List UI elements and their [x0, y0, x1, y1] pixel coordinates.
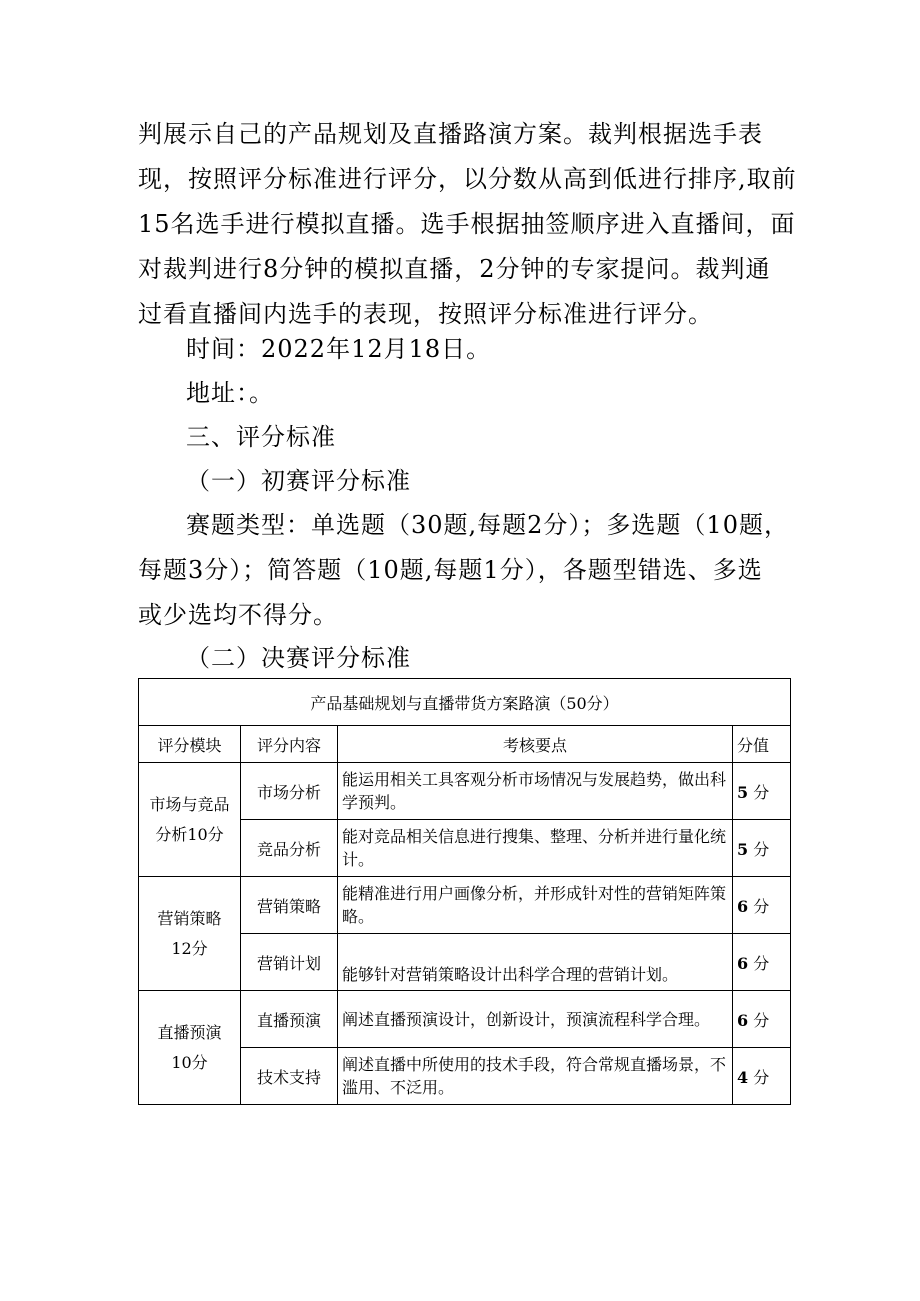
prelim-paragraph	[138, 503, 798, 638]
intro-line: 现，按照评分标准进行评分，以分数从高到低进行排序,取前	[138, 165, 797, 193]
content-cell: 竞品分析	[241, 820, 338, 877]
table-row	[139, 991, 791, 1048]
point-cell: 阐述直播预演设计，创新设计，预演流程科学合理。	[338, 991, 733, 1048]
point-cell: 能对竞品相关信息进行搜集、整理、分析并进行量化统计。	[338, 820, 733, 877]
module-cell: 营销策略 12分	[139, 877, 241, 991]
intro-line: 对裁判进行8分钟的模拟直播，2分钟的专家提问。裁判通	[138, 255, 771, 283]
score-cell: 6 分	[733, 934, 791, 991]
score-cell: 6 分	[733, 991, 791, 1048]
subsection-heading: （一）初赛评分标准	[186, 467, 411, 495]
address-line: 地址：。	[186, 379, 274, 407]
score-cell: 6 分	[733, 877, 791, 934]
score-cell: 4 分	[733, 1048, 791, 1105]
content-cell: 市场分析	[241, 763, 338, 820]
intro-line: 判展示自己的产品规划及直播路演方案。裁判根据选手表	[138, 120, 763, 148]
section-heading: 三、评分标准	[186, 423, 336, 451]
prelim-line: 每题3分）；简答题（10题,每题1分），各题型错选、多选	[138, 556, 763, 584]
module-cell: 直播预演 10分	[139, 991, 241, 1105]
table-row	[139, 763, 791, 820]
time-line: 时间：2022年12月18日。	[186, 335, 492, 363]
table-header-row	[139, 726, 791, 763]
point-cell: 能够针对营销策略设计出科学合理的营销计划。	[338, 934, 733, 991]
scoring-table	[138, 678, 791, 1105]
intro-line: 15名选手进行模拟直播。选手根据抽签顺序进入直播间，面	[138, 210, 796, 238]
header-score: 分值	[733, 726, 791, 763]
prelim-line: 赛题类型：单选题（30题,每题2分）；多选题（10题，	[186, 511, 789, 539]
point-cell: 阐述直播中所使用的技术手段，符合常规直播场景，不滥用、不泛用。	[338, 1048, 733, 1105]
content-cell: 营销计划	[241, 934, 338, 991]
content-cell: 营销策略	[241, 877, 338, 934]
score-cell: 5 分	[733, 763, 791, 820]
module-cell: 市场与竞品 分析10分	[139, 763, 241, 877]
score-cell: 5 分	[733, 820, 791, 877]
subsection-heading: （二）决赛评分标准	[186, 644, 411, 672]
content-cell: 技术支持	[241, 1048, 338, 1105]
table-row	[139, 877, 791, 934]
content-cell: 直播预演	[241, 991, 338, 1048]
intro-line: 过看直播间内选手的表现，按照评分标准进行评分。	[138, 300, 713, 328]
header-point: 考核要点	[338, 726, 733, 763]
intro-paragraph	[138, 112, 798, 337]
point-cell: 能精准进行用户画像分析，并形成针对性的营销矩阵策略。	[338, 877, 733, 934]
header-content: 评分内容	[241, 726, 338, 763]
header-module: 评分模块	[139, 726, 241, 763]
table-caption: 产品基础规划与直播带货方案路演（50分）	[139, 679, 791, 726]
prelim-line: 或少选均不得分。	[138, 601, 338, 629]
point-cell: 能运用相关工具客观分析市场情况与发展趋势，做出科学预判。	[338, 763, 733, 820]
